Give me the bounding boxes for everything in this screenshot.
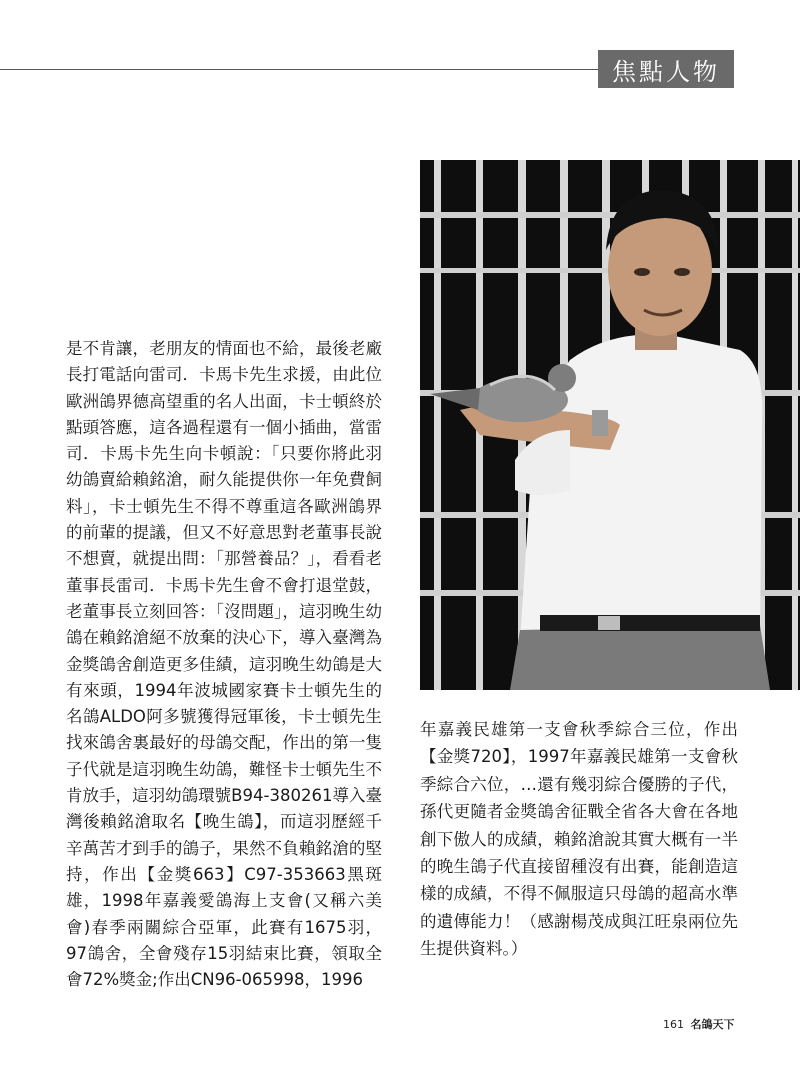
header-rule (0, 69, 598, 70)
article-right-column: 年嘉義民雄第一支會秋季綜合三位，作出【金獎720】，1997年嘉義民雄第一支會秋季綜合六位，…還有幾羽綜合優勝的子代，孫代更隨者金獎鴿舍征戰全省各大會在各地創下傲人的成績，賴銘滄說其實大概有一半的晚生鴿子代直接留種沒有出賽，能創造這樣的成績，不得不佩服這只母鴿的超高水準的遺傳能力！（感謝楊茂成與江旺泉兩位先生提供資料。） (420, 720, 738, 959)
section-title: 焦點人物 (598, 50, 734, 88)
portrait-with-pigeon-icon (420, 160, 800, 690)
page-footer (663, 1016, 735, 1032)
page-number: 161 (663, 1018, 684, 1031)
article-left-column: 是不肯讓，老朋友的情面也不給，最後老廠長打電話向雷司．卡馬卡先生求援，由此位歐洲鴿界德高望重的名人出面，卡士頓終於點頭答應，這各過程還有一個小插曲，當雷司．卡馬卡先生向卡頓說：「只要你將此羽幼鴿賣給賴銘滄，耐久能提供你一年免費飼料」，卡士頓先生不得不尊重這各歐洲鴿界的前輩的提議，但又不好意思對老董事長說不想賣，就提出問：「那營養品？」，看看老董事長雷司．卡馬卡先生會不會打退堂鼓，老董事長立刻回答：「沒問題」，這羽晚生幼鴿在賴銘滄絕不放棄的決心下，導入臺灣為金獎鴿舍創造更多佳績，這羽晚生幼鴿是大有來頭，1994年波城國家賽卡士頓先生的名鴿ALDO阿多號獲得冠軍後，卡士頓先生找來鴿舍裏最好的母鴿交配，作出的第一隻子代就是這羽晚生幼鴿，難怪卡士頓先生不肯放手，這羽幼鴿環號B94-380261導入臺灣後賴銘滄取名【晚生鴿】，而這羽歷經千辛萬苦才到手的鴿子，果然不負賴銘滄的堅持，作出【金獎663】C97-353663黑斑雄，1998年嘉義愛鴿海上支會(又稱六美會)春季兩關綜合亞軍，此賽有1675羽，97鴿舍，全會殘存15羽結束比賽，領取全會72%獎金;作出CN96-065998，1996 (66, 339, 382, 990)
publication-name: 名鴿天下 (690, 1018, 735, 1031)
portrait-photo (420, 160, 800, 690)
